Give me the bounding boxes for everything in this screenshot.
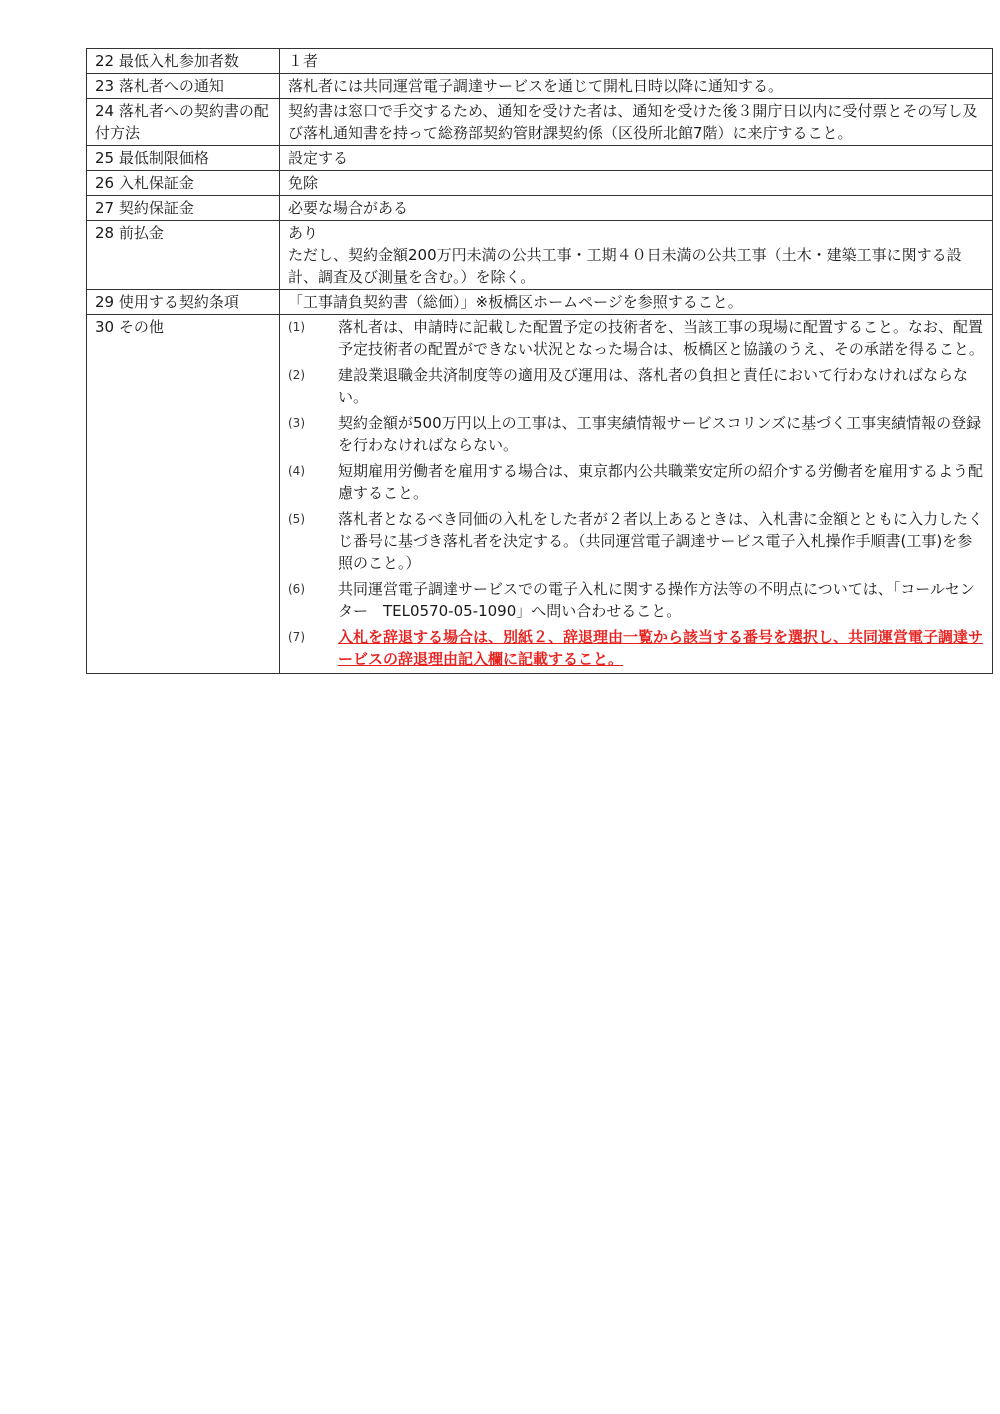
- table-row: [87, 196, 993, 221]
- item-text: 落札者は、申請時に記載した配置予定の技術者を、当該工事の現場に配置すること。なお、配置予定技術者の配置ができない状況となった場合は、板橋区と協議のうえ、その承諾を得ること。: [338, 318, 984, 358]
- table-row: [87, 221, 993, 290]
- item-number: (7): [288, 630, 305, 644]
- table-row: [87, 290, 993, 315]
- table-row: [87, 315, 993, 674]
- row-label: 28 前払金: [87, 221, 280, 290]
- item-text: 落札者となるべき同価の入札をした者が２者以上あるときは、入札書に金額とともに入力したくじ番号に基づき落札者を決定する。（共同運営電子調達サービス電子入札操作手順書(工事)を参照のこと。）: [338, 510, 984, 572]
- list-item: [288, 364, 986, 408]
- other-items-list: [288, 316, 986, 670]
- row-label: 24 落札者への契約書の配付方法: [87, 99, 280, 146]
- row-label: 30 その他: [87, 315, 280, 674]
- row-content: [280, 146, 993, 171]
- row-label: 22 最低入札参加者数: [87, 49, 280, 74]
- row-content-text: 免除: [288, 174, 319, 192]
- row-label: 27 契約保証金: [87, 196, 280, 221]
- table-row: [87, 99, 993, 146]
- table-row: [87, 74, 993, 99]
- item-number: (3): [288, 416, 305, 430]
- document-page: [86, 48, 984, 674]
- table-row: [87, 146, 993, 171]
- table-row: [87, 49, 993, 74]
- row-content: [280, 99, 993, 146]
- list-item: [288, 316, 986, 360]
- row-content: [280, 171, 993, 196]
- row-content: [280, 196, 993, 221]
- row-content-text: あり: [288, 224, 319, 242]
- item-number: (2): [288, 368, 305, 382]
- item-text: 共同運営電子調達サービスでの電子入札に関する操作方法等の不明点については、「コールセンター TEL0570-05-1090」へ問い合わせること。: [338, 580, 975, 620]
- item-number: (5): [288, 512, 305, 526]
- row-content: [280, 290, 993, 315]
- row-content: [280, 49, 993, 74]
- row-content-text: 必要な場合がある: [288, 199, 409, 217]
- list-item: [288, 460, 986, 504]
- row-label: 29 使用する契約条項: [87, 290, 280, 315]
- item-text: 契約金額が500万円以上の工事は、工事実績情報サービスコリンズに基づく工事実績情報の登録を行わなければならない。: [338, 414, 982, 454]
- row-content-text: 契約書は窓口で手交するため、通知を受けた者は、通知を受けた後３開庁日以内に受付票とその写し及び落札通知書を持って総務部契約管財課契約係（区役所北館7階）に来庁すること。: [288, 102, 978, 142]
- bid-conditions-table: [86, 48, 993, 674]
- row-label: 23 落札者への通知: [87, 74, 280, 99]
- row-content-text: ただし、契約金額200万円未満の公共工事・工期４０日未満の公共工事（土木・建築工事に関する設計、調査及び測量を含む。）を除く。: [288, 246, 962, 286]
- list-item: [288, 626, 986, 670]
- item-text: 建設業退職金共済制度等の適用及び運用は、落札者の負担と責任において行わなければならない。: [338, 366, 969, 406]
- item-number: (6): [288, 582, 305, 596]
- item-text-highlighted: 入札を辞退する場合は、別紙２、辞退理由一覧から該当する番号を選択し、共同運営電子調達サービスの辞退理由記入欄に記載すること。: [338, 628, 984, 668]
- row-content-text: １者: [288, 52, 319, 70]
- row-content: [280, 315, 993, 674]
- item-text: 短期雇用労働者を雇用する場合は、東京都内公共職業安定所の紹介する労働者を雇用するよう配慮すること。: [338, 462, 984, 502]
- row-content: [280, 221, 993, 290]
- row-content: [280, 74, 993, 99]
- row-content-text: 設定する: [288, 149, 349, 167]
- list-item: [288, 578, 986, 622]
- item-number: (4): [288, 464, 305, 478]
- row-label: 25 最低制限価格: [87, 146, 280, 171]
- table-row: [87, 171, 993, 196]
- item-number: (1): [288, 320, 305, 334]
- list-item: [288, 412, 986, 456]
- row-content-text: 落札者には共同運営電子調達サービスを通じて開札日時以降に通知する。: [288, 77, 784, 95]
- row-label: 26 入札保証金: [87, 171, 280, 196]
- row-content-text: 「工事請負契約書（総価）」※板橋区ホームページを参照すること。: [288, 293, 743, 311]
- list-item: [288, 508, 986, 574]
